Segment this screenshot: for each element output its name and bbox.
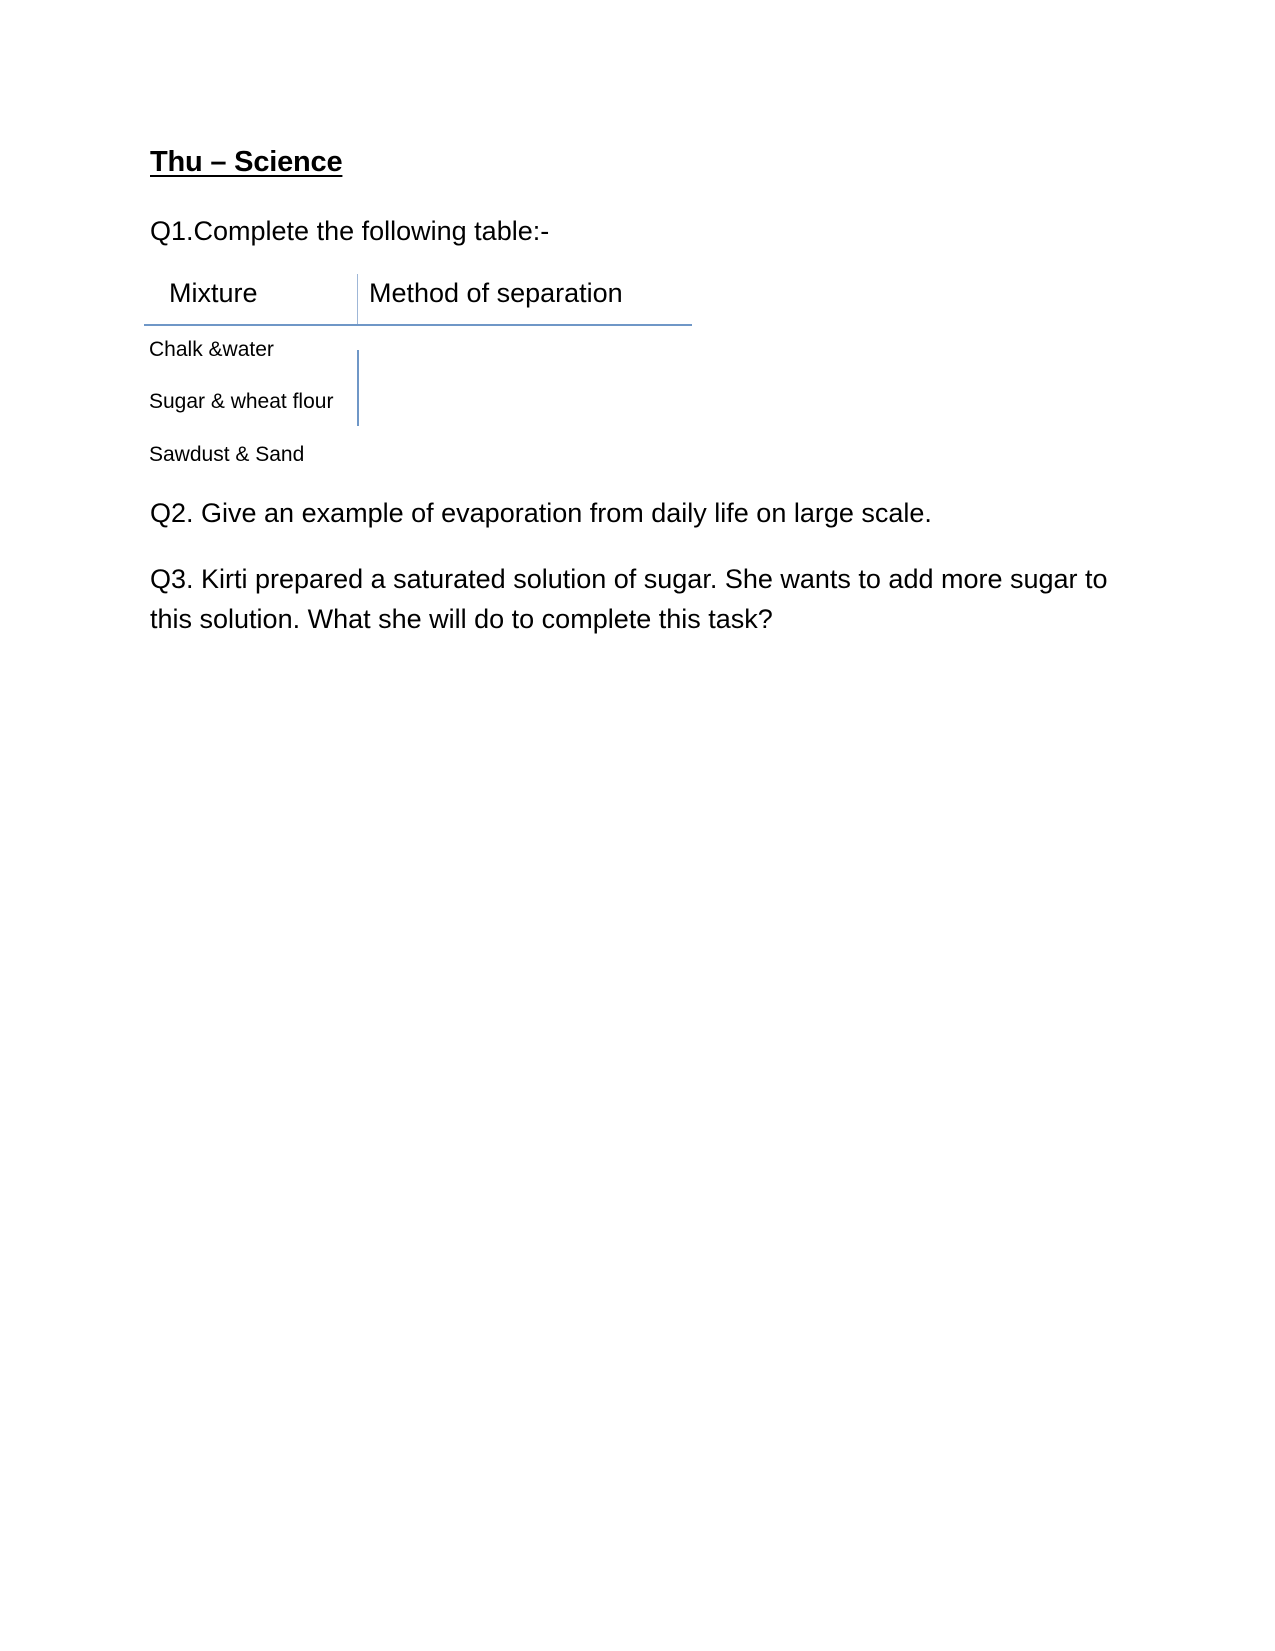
question-2: Q2. Give an example of evaporation from daily life on large scale. [150,498,932,528]
table-column-divider-header [357,274,358,324]
table-row: Sugar & wheat flour [149,390,334,413]
table-header-mixture: Mixture [169,278,258,308]
question-3: Q3. Kirti prepared a saturated solution of sugar. She wants to add more sugar to this solution. What she will do to complete this task? [150,564,1108,634]
question-1-prompt: Q1.Complete the following table:- [150,216,550,246]
table-header-method: Method of separation [369,278,623,308]
table-row: Chalk &water [149,338,274,361]
separation-table [144,274,694,474]
page-title: Thu – Science [150,146,343,178]
table-row: Sawdust & Sand [149,443,305,466]
table-column-divider-body [357,350,359,426]
table-header-rule [144,324,692,326]
